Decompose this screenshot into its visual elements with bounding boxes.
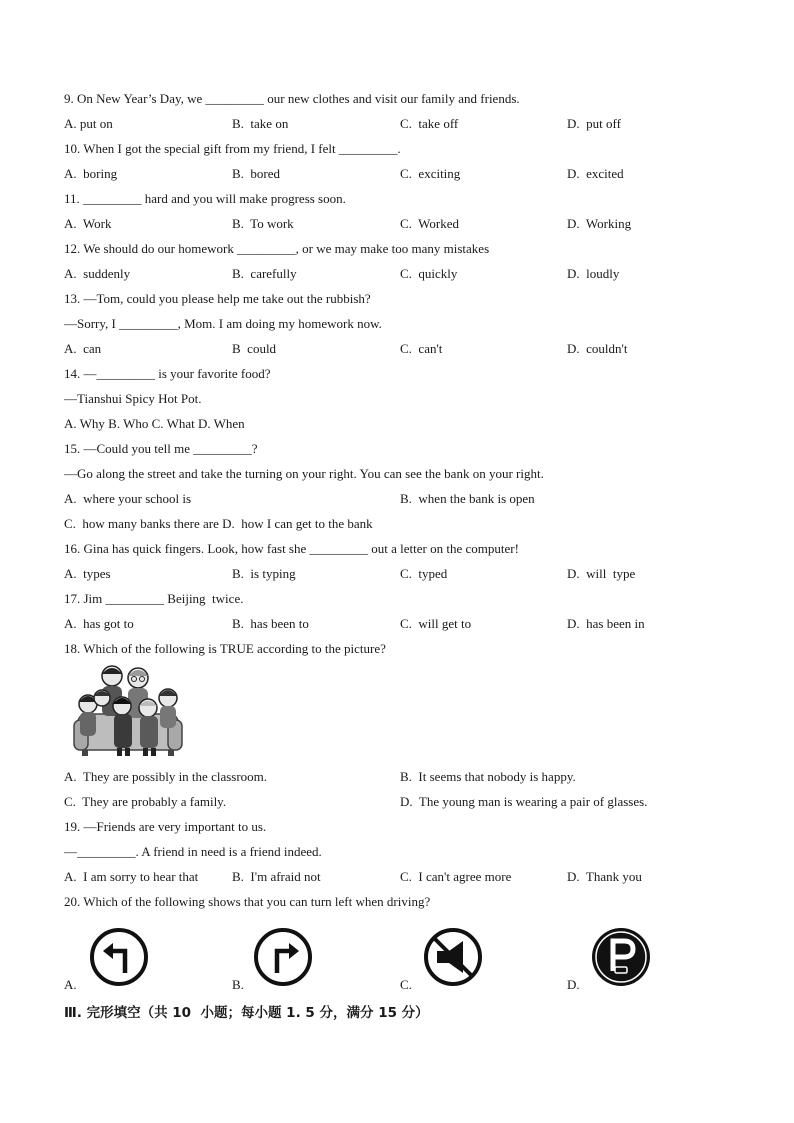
question-18-option-b: B. It seems that nobody is happy. — [400, 769, 576, 784]
question-11-option-b: B. To work — [232, 216, 294, 231]
question-11-option-c: C. Worked — [400, 216, 460, 231]
question-19-option-c: C. I can't agree more — [400, 869, 512, 884]
question-18-option-c: C. They are probably a family. — [64, 794, 227, 809]
question-10-option-a: A. boring — [64, 166, 118, 181]
family-picture — [72, 662, 184, 758]
question-12-option-b: B. carefully — [232, 266, 297, 281]
question-16-option-b: B. is typing — [232, 566, 296, 581]
question-19-stem: 19. —Friends are very important to us. — [64, 819, 267, 834]
question-13-stem: 13. —Tom, could you please help me take out the rubbish? — [64, 291, 371, 306]
question-12-option-d: D. loudly — [567, 266, 620, 281]
section-title: Ⅲ. 完形填空（共 10 小题；每小题 1. 5 分，满分 15 分） — [64, 1005, 429, 1021]
question-12-option-a: A. suddenly — [64, 266, 131, 281]
question-15-response: —Go along the street and take the turning on your right. You can see the bank on your right. — [64, 466, 544, 481]
question-9-option-c: C. take off — [400, 116, 459, 131]
question-10-option-c: C. exciting — [400, 166, 461, 181]
turn-left-sign-icon — [89, 927, 149, 987]
question-13-option-d: D. couldn't — [567, 341, 628, 356]
question-11-stem: 11. _________ hard and you will make progress soon. — [64, 191, 346, 206]
question-18-option-a: A. They are possibly in the classroom. — [64, 769, 268, 784]
question-16-option-c: C. typed — [400, 566, 448, 581]
question-14-options: A. Why B. Who C. What D. When — [64, 416, 245, 431]
question-11-option-d: D. Working — [567, 216, 632, 231]
question-15-option-a: A. where your school is — [64, 491, 192, 506]
question-19-option-b: B. I'm afraid not — [232, 869, 321, 884]
question-17-option-c: C. will get to — [400, 616, 472, 631]
question-17-option-d: D. has been in — [567, 616, 645, 631]
question-18-option-d: D. The young man is wearing a pair of glasses. — [400, 794, 648, 809]
question-13-option-c: C. can't — [400, 341, 443, 356]
turn-right-sign-icon — [253, 927, 313, 987]
question-9-option-d: D. put off — [567, 116, 621, 131]
parking-sign-icon — [591, 927, 651, 987]
question-14-stem: 14. —_________ is your favorite food? — [64, 366, 271, 381]
question-20-option-d: D. — [567, 977, 580, 992]
question-11-option-a: A. Work — [64, 216, 112, 231]
question-17-option-b: B. has been to — [232, 616, 309, 631]
question-20-option-c: C. — [400, 977, 412, 992]
question-10-option-d: D. excited — [567, 166, 624, 181]
no-honking-sign-icon — [423, 927, 483, 987]
question-20-stem: 20. Which of the following shows that you can turn left when driving? — [64, 894, 431, 909]
question-20-option-a: A. — [64, 977, 77, 992]
question-9-stem: 9. On New Year’s Day, we _________ our new clothes and visit our family and friends. — [64, 91, 520, 106]
question-9-option-b: B. take on — [232, 116, 289, 131]
question-13-option-a: A. can — [64, 341, 102, 356]
question-13-option-b: B could — [232, 341, 277, 356]
question-12-stem: 12. We should do our homework _________, or we may make too many mistakes — [64, 241, 490, 256]
question-19-option-d: D. Thank you — [567, 869, 642, 884]
question-18-stem: 18. Which of the following is TRUE according to the picture? — [64, 641, 386, 656]
question-14-response: —Tianshui Spicy Hot Pot. — [64, 391, 202, 406]
question-16-option-a: A. types — [64, 566, 111, 581]
question-10-option-b: B. bored — [232, 166, 281, 181]
question-15-stem: 15. —Could you tell me _________? — [64, 441, 258, 456]
question-15-option-b: B. when the bank is open — [400, 491, 535, 506]
question-12-option-c: C. quickly — [400, 266, 458, 281]
question-17-stem: 17. Jim _________ Beijing twice. — [64, 591, 244, 606]
question-17-option-a: A. has got to — [64, 616, 134, 631]
question-13-response: —Sorry, I _________, Mom. I am doing my homework now. — [64, 316, 382, 331]
question-19-option-a: A. I am sorry to hear that — [64, 869, 199, 884]
question-20-option-b: B. — [232, 977, 244, 992]
question-15-options-cd: C. how many banks there are D. how I can get to the bank — [64, 516, 373, 531]
question-16-option-d: D. will type — [567, 566, 636, 581]
question-16-stem: 16. Gina has quick fingers. Look, how fast she _________ out a letter on the computer! — [64, 541, 519, 556]
question-10-stem: 10. When I got the special gift from my friend, I felt _________. — [64, 141, 401, 156]
question-9-option-a: A. put on — [64, 116, 113, 131]
question-19-response: —_________. A friend in need is a friend indeed. — [64, 844, 322, 859]
